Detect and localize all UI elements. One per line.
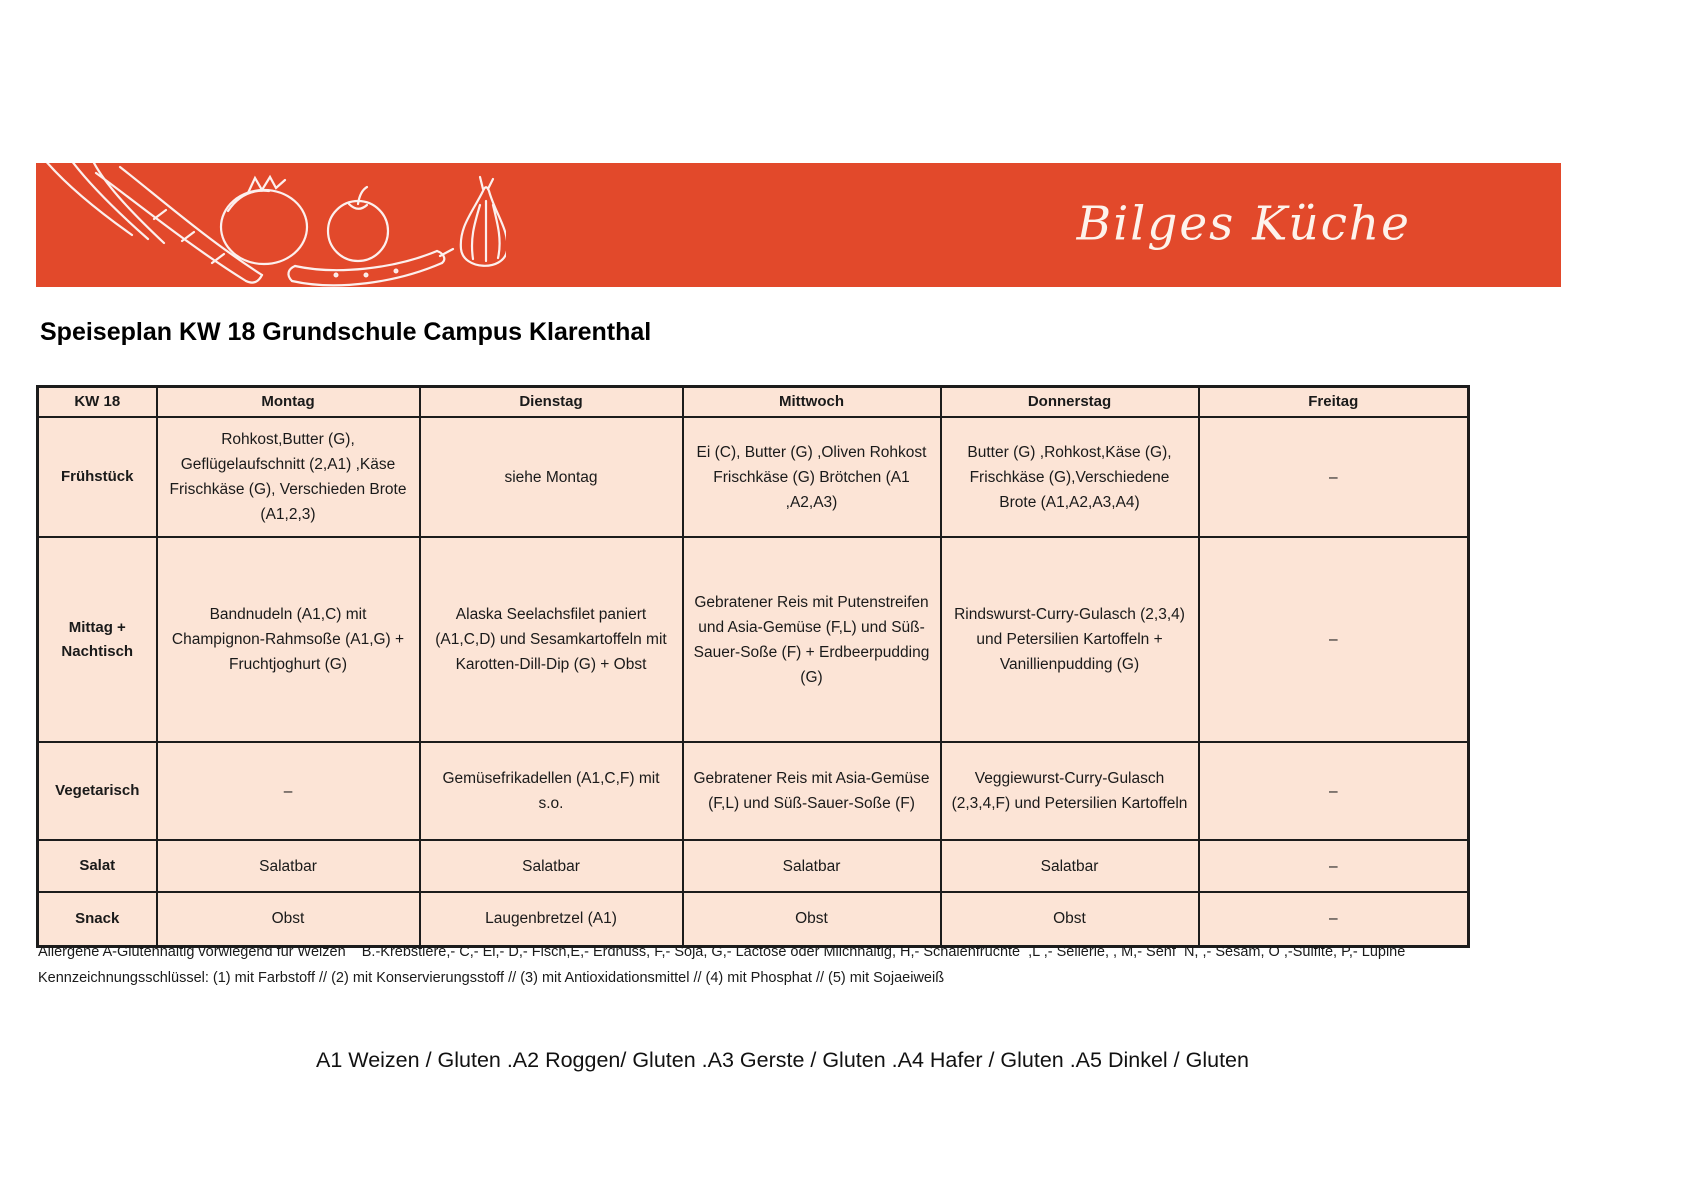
- table-row-mittag-nachtisch: [38, 537, 1469, 742]
- menu-cell-fruehstueck-montag: Rohkost,Butter (G), Geflügelaufschnitt (2,A1) ,Käse Frischkäse (G), Verschieden Brote (A1,2,3): [157, 417, 420, 537]
- table-header-row: [38, 387, 1469, 418]
- column-header-mittwoch: Mittwoch: [683, 387, 941, 418]
- column-header-montag: Montag: [157, 387, 420, 418]
- menu-cell-snack-dienstag: Laugenbretzel (A1): [420, 892, 683, 946]
- row-label-vegetarisch: Vegetarisch: [38, 742, 157, 840]
- row-label-mittag-nachtisch: Mittag + Nachtisch: [38, 537, 157, 742]
- page-title: Speiseplan KW 18 Grundschule Campus Klarenthal: [40, 318, 652, 346]
- menu-cell-snack-donnerstag: Obst: [941, 892, 1199, 946]
- table-row-fruehstueck: [38, 417, 1469, 537]
- menu-cell-fruehstueck-dienstag: siehe Montag: [420, 417, 683, 537]
- menu-cell-fruehstueck-mittwoch: Ei (C), Butter (G) ,Oliven Rohkost Frischkäse (G) Brötchen (A1 ,A2,A3): [683, 417, 941, 537]
- menu-cell-salat-freitag: –: [1199, 840, 1469, 892]
- row-label-fruehstueck: Frühstück: [38, 417, 157, 537]
- table-row-salat: [38, 840, 1469, 892]
- vegetables-line-art-icon: [36, 163, 506, 287]
- brand-banner: [36, 163, 1561, 287]
- menu-cell-snack-freitag: –: [1199, 892, 1469, 946]
- gluten-legend: A1 Weizen / Gluten .A2 Roggen/ Gluten .A3 Gerste / Gluten .A4 Hafer / Gluten .A5 Dinkel / Gluten: [316, 1048, 1249, 1072]
- column-header-kw18: KW 18: [38, 387, 157, 418]
- column-header-freitag: Freitag: [1199, 387, 1469, 418]
- menu-cell-vegetarisch-freitag: –: [1199, 742, 1469, 840]
- menu-cell-mittag-donnerstag: Rindswurst-Curry-Gulasch (2,3,4) und Petersilien Kartoffeln + Vanillienpudding (G): [941, 537, 1199, 742]
- menu-cell-mittag-freitag: –: [1199, 537, 1469, 742]
- menu-cell-salat-montag: Salatbar: [157, 840, 420, 892]
- table-row-vegetarisch: [38, 742, 1469, 840]
- table-row-snack: [38, 892, 1469, 946]
- menu-cell-vegetarisch-mittwoch: Gebratener Reis mit Asia-Gemüse (F,L) und Süß-Sauer-Soße (F): [683, 742, 941, 840]
- row-label-salat: Salat: [38, 840, 157, 892]
- menu-cell-fruehstueck-donnerstag: Butter (G) ,Rohkost,Käse (G), Frischkäse (G),Verschiedene Brote (A1,A2,A3,A4): [941, 417, 1199, 537]
- column-header-dienstag: Dienstag: [420, 387, 683, 418]
- allergen-footnote-line2: Kennzeichnungsschlüssel: (1) mit Farbstoff // (2) mit Konservierungsstoff // (3) mit Antioxidationsmittel // (4) mit Phosphat // (5) mit Sojaeiweiß: [38, 970, 945, 986]
- menu-cell-salat-donnerstag: Salatbar: [941, 840, 1199, 892]
- allergen-footnote-line1: Allergene A-Glutenhaltig vorwiegend für Weizen B.-Krebstiere,- C,- Ei,- D,- Fisch,E,- Erdnuss, F,- Soja, G,- Lactose oder Milchhaltig, H,- Schalenfrüchte ,L ,- Sellerie, , M,- Senf N, ,- Sesam, O ,-Sulfite, P,- Lupine: [38, 944, 1406, 960]
- menu-cell-vegetarisch-dienstag: Gemüsefrikadellen (A1,C,F) mit s.o.: [420, 742, 683, 840]
- column-header-donnerstag: Donnerstag: [941, 387, 1199, 418]
- menu-cell-mittag-mittwoch: Gebratener Reis mit Putenstreifen und Asia-Gemüse (F,L) und Süß-Sauer-Soße (F) + Erdbeerpudding (G): [683, 537, 941, 742]
- menu-cell-salat-dienstag: Salatbar: [420, 840, 683, 892]
- menu-cell-snack-montag: Obst: [157, 892, 420, 946]
- menu-cell-mittag-montag: Bandnudeln (A1,C) mit Champignon-Rahmsoße (A1,G) + Fruchtjoghurt (G): [157, 537, 420, 742]
- menu-cell-vegetarisch-montag: –: [157, 742, 420, 840]
- menu-cell-vegetarisch-donnerstag: Veggiewurst-Curry-Gulasch (2,3,4,F) und Petersilien Kartoffeln: [941, 742, 1199, 840]
- menu-table: [36, 385, 1470, 948]
- brand-name: Bilges Küche: [1076, 196, 1411, 252]
- menu-cell-salat-mittwoch: Salatbar: [683, 840, 941, 892]
- row-label-snack: Snack: [38, 892, 157, 946]
- menu-cell-mittag-dienstag: Alaska Seelachsfilet paniert (A1,C,D) und Sesamkartoffeln mit Karotten-Dill-Dip (G) + Obst: [420, 537, 683, 742]
- menu-cell-snack-mittwoch: Obst: [683, 892, 941, 946]
- menu-cell-fruehstueck-freitag: –: [1199, 417, 1469, 537]
